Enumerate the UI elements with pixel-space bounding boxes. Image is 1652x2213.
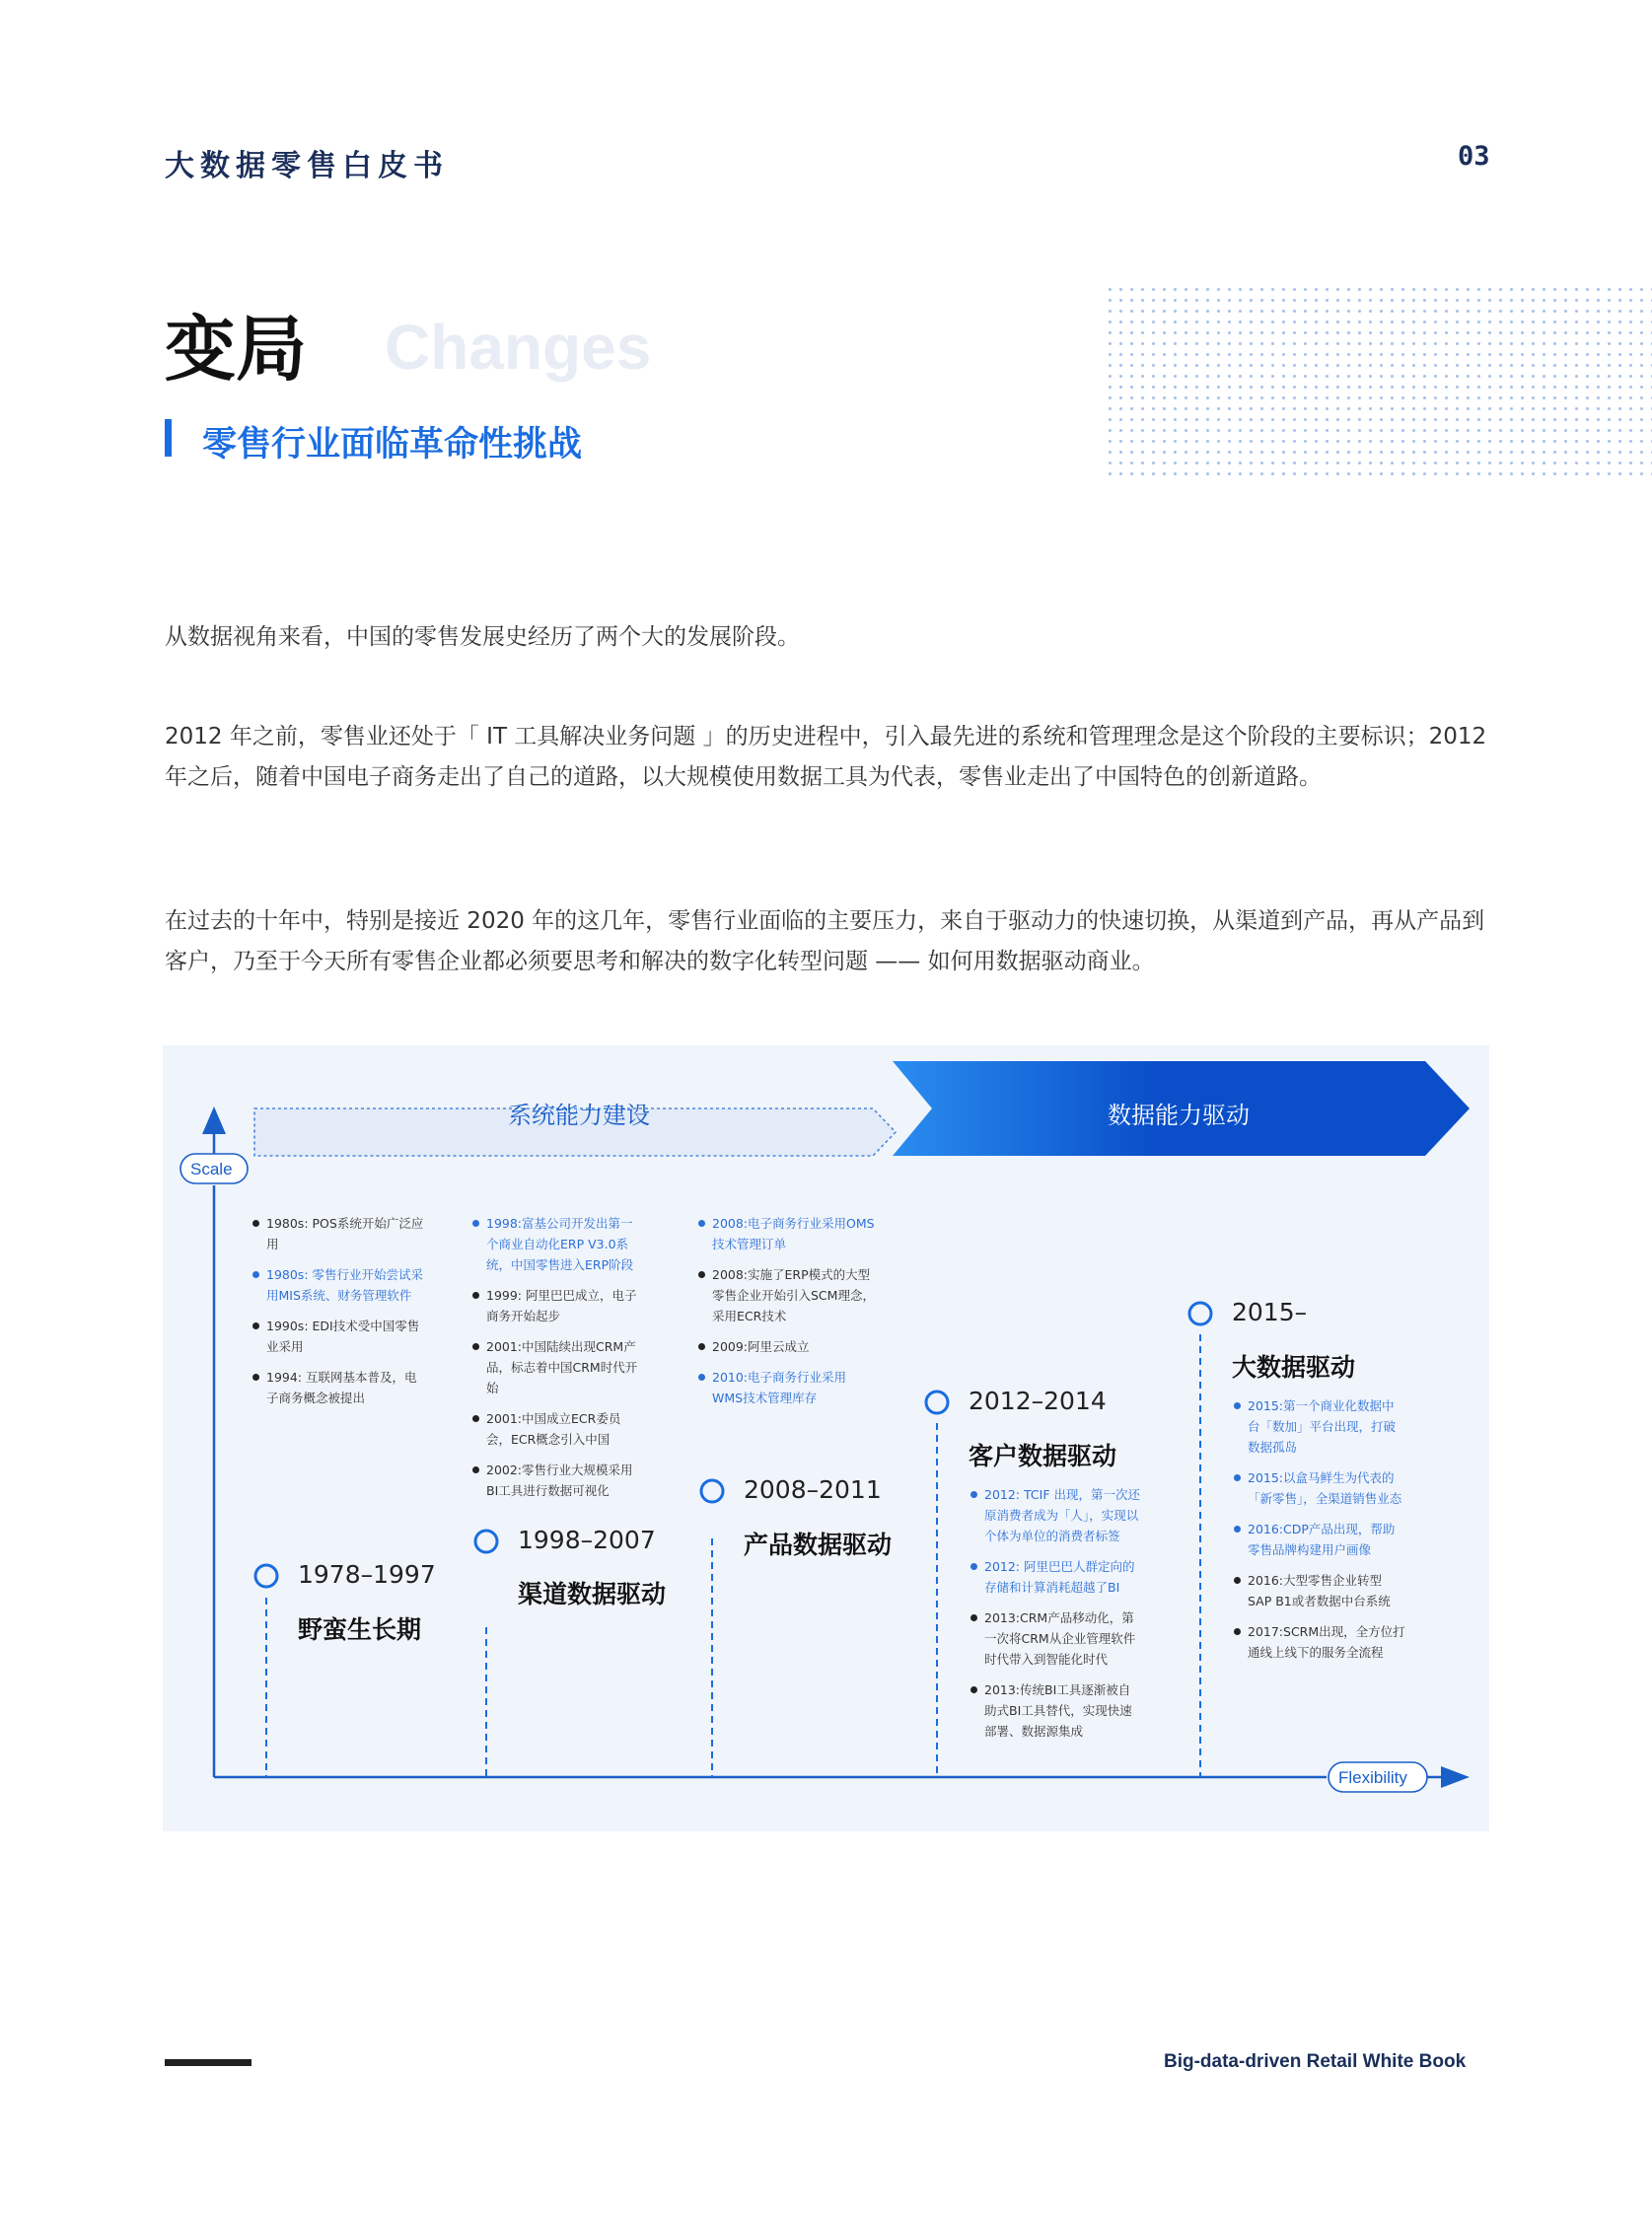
footer-rule bbox=[165, 2059, 251, 2066]
event-item: 2002:零售行业大规模采用BI工具进行数据可视化 bbox=[471, 1460, 644, 1501]
paragraph-2: 2012 年之前，零售业还处于「 IT 工具解决业务问题 」的历史进程中，引入最先进的系统和管理理念是这个阶段的主要标识；2012 年之后，随着中国电子商务走出了自己的道路，以大规模使用数据工具为代表，零售业走出了中国特色的创新道路。 bbox=[165, 724, 1487, 790]
stage-4-name: 客户数据驱动 bbox=[969, 1442, 1117, 1470]
event-item: 1990s: EDI技术受中国零售业采用 bbox=[251, 1316, 424, 1357]
stage-2-name: 渠道数据驱动 bbox=[518, 1580, 667, 1608]
stage-3-events bbox=[697, 1213, 875, 1418]
event-item: 2015:第一个商业化数据中台「数加」平台出现，打破数据孤岛 bbox=[1233, 1395, 1405, 1458]
y-axis-label: Scale bbox=[190, 1160, 233, 1178]
timeline-diagram bbox=[163, 1045, 1489, 1831]
stage-marker-3 bbox=[701, 1480, 723, 1502]
event-item: 1980s: POS系统开始广泛应用 bbox=[251, 1213, 424, 1254]
event-item: 2015:以盒马鲜生为代表的「新零售」，全渠道销售业态 bbox=[1233, 1467, 1405, 1509]
stage-2-years: 1998–2007 bbox=[518, 1526, 656, 1554]
event-item: 2013:传统BI工具逐渐被自助式BI工具替代，实现快速部署、数据源集成 bbox=[970, 1679, 1142, 1742]
page-number: 03 bbox=[1458, 141, 1490, 172]
event-item: 1980s: 零售行业开始尝试采用MIS系统、财务管理软件 bbox=[251, 1264, 424, 1306]
event-item: 2008:电子商务行业采用OMS技术管理订单 bbox=[697, 1213, 875, 1254]
section-title-english: Changes bbox=[385, 312, 652, 383]
stage-marker-2 bbox=[475, 1531, 497, 1552]
stage-3-years: 2008–2011 bbox=[744, 1475, 882, 1504]
document-title: 大数据零售白皮书 bbox=[165, 149, 449, 183]
event-item: 1998:富基公司开发出第一个商业自动化ERP V3.0系统，中国零售进入ERP阶段 bbox=[471, 1213, 644, 1275]
stage-5-events bbox=[1233, 1395, 1405, 1673]
x-axis-arrow-icon bbox=[1441, 1766, 1470, 1788]
event-item: 2013:CRM产品移动化，第一次将CRM从企业管理软件时代带入到智能化时代 bbox=[970, 1607, 1142, 1670]
event-item: 1994: 互联网基本普及，电子商务概念被提出 bbox=[251, 1367, 424, 1408]
footer-book-title: Big-data-driven Retail White Book bbox=[1164, 2051, 1467, 2072]
stage-marker-4 bbox=[926, 1392, 948, 1413]
section-title: 变局 bbox=[165, 308, 308, 391]
event-item: 1999: 阿里巴巴成立，电子商务开始起步 bbox=[471, 1285, 644, 1326]
event-item: 2001:中国陆续出现CRM产品，标志着中国CRM时代开始 bbox=[471, 1336, 644, 1398]
paragraph-3: 在过去的十年中，特别是接近 2020 年的这几年，零售行业面临的主要压力，来自于驱动力的快速切换，从渠道到产品，再从产品到客户，乃至于今天所有零售企业都必须要思考和解决的数字化转型问题 —— 如何用数据驱动商业。 bbox=[165, 908, 1485, 974]
event-item: 2016:大型零售企业转型SAP B1或者数据中台系统 bbox=[1233, 1570, 1405, 1611]
paragraph-1: 从数据视角来看，中国的零售发展史经历了两个大的发展阶段。 bbox=[165, 624, 800, 650]
event-item: 2008:实施了ERP模式的大型零售企业开始引入SCM理念，采用ECR技术 bbox=[697, 1264, 875, 1326]
event-item: 2016:CDP产品出现，帮助零售品牌构建用户画像 bbox=[1233, 1519, 1405, 1560]
y-axis-arrow-icon bbox=[202, 1106, 226, 1134]
stage-3-name: 产品数据驱动 bbox=[744, 1531, 893, 1559]
stage-2-events bbox=[471, 1213, 644, 1511]
event-item: 2012: TCIF 出现，第一次还原消费者成为「人」，实现以个体为单位的消费者标签 bbox=[970, 1484, 1142, 1546]
stage-1-years: 1978–1997 bbox=[298, 1560, 436, 1589]
event-item: 2001:中国成立ECR委员会，ECR概念引入中国 bbox=[471, 1408, 644, 1450]
stage-marker-5 bbox=[1189, 1303, 1211, 1324]
event-item: 2012: 阿里巴巴人群定向的存储和计算消耗超越了BI bbox=[970, 1556, 1142, 1598]
stage-4-events bbox=[970, 1484, 1142, 1751]
stage-5-years: 2015– bbox=[1232, 1298, 1308, 1326]
band-right-label: 数据能力驱动 bbox=[1108, 1102, 1250, 1129]
stage-5-name: 大数据驱动 bbox=[1232, 1353, 1356, 1382]
stage-1-name: 野蛮生长期 bbox=[298, 1615, 422, 1644]
subtitle-accent-bar bbox=[165, 419, 172, 457]
dot-pattern-decoration bbox=[1105, 284, 1652, 481]
event-item: 2010:电子商务行业采用WMS技术管理库存 bbox=[697, 1367, 875, 1408]
stage-marker-1 bbox=[255, 1565, 277, 1587]
event-item: 2009:阿里云成立 bbox=[697, 1336, 875, 1357]
stage-4-years: 2012–2014 bbox=[969, 1387, 1107, 1415]
stage-1-events bbox=[251, 1213, 424, 1418]
section-subtitle: 零售行业面临革命性挑战 bbox=[202, 425, 583, 464]
x-axis-label: Flexibility bbox=[1338, 1768, 1407, 1787]
band-left-label: 系统能力建设 bbox=[508, 1102, 650, 1129]
event-item: 2017:SCRM出现，全方位打通线上线下的服务全流程 bbox=[1233, 1621, 1405, 1663]
